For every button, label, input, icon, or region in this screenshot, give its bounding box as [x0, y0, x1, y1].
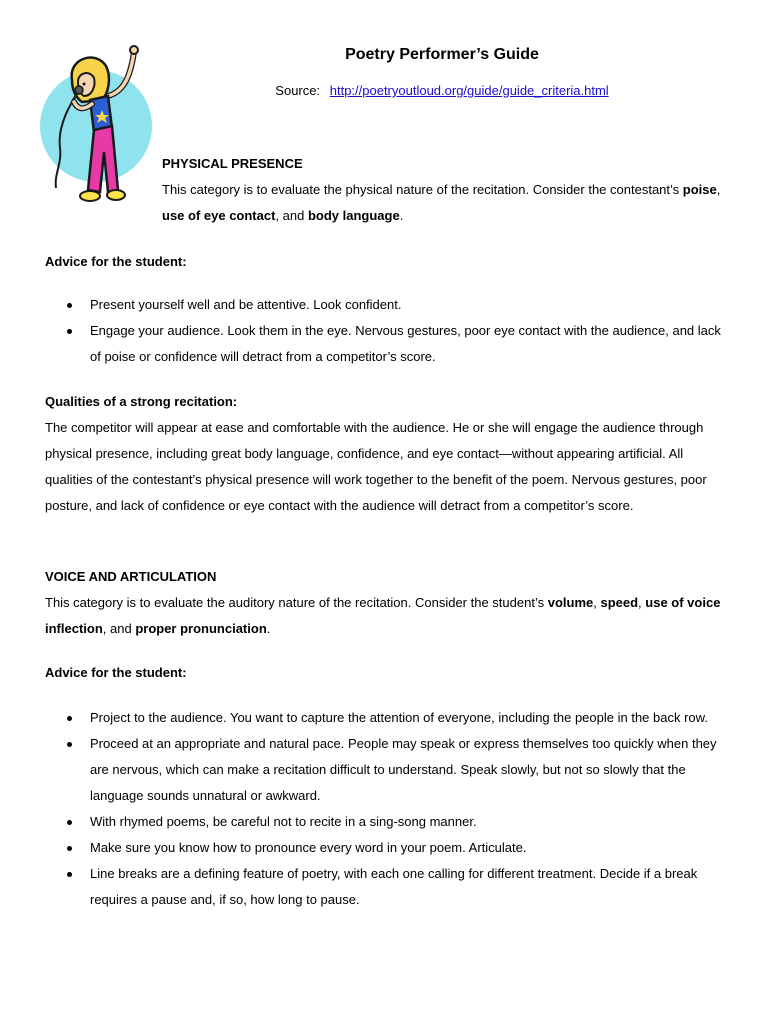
voice-articulation-heading: VOICE AND ARTICULATION: [45, 569, 217, 584]
text-run: This category is to evaluate the auditory nature of the recitation. Consider the student’s: [45, 595, 548, 610]
emphasis-term: body language: [307, 208, 400, 223]
physical-advice-list-wrap: [45, 292, 725, 370]
text-run: .: [266, 621, 271, 636]
voice-advice-list: [45, 705, 725, 913]
advice-list-item: Line breaks are a defining feature of poetry, with each one calling for different treatment. Decide if a break requires a pause and, if so, how long to pause.: [45, 861, 725, 913]
source-line: [0, 83, 768, 98]
physical-presence-heading: PHYSICAL PRESENCE: [162, 156, 303, 171]
advice-list-item: With rhymed poems, be careful not to recite in a sing-song manner.: [45, 809, 725, 835]
voice-advice-heading: Advice for the student:: [45, 665, 187, 680]
voice-articulation-intro: [45, 590, 725, 642]
text-run: , and: [275, 208, 308, 223]
performer-with-microphone-icon: [38, 40, 156, 212]
advice-list-item: Proceed at an appropriate and natural pace. People may speak or express themselves too quickly when they are nervous, which can make a recitation difficult to understand. Speak slowly, but not so slowly that the language sounds unnatural or awkward.: [45, 731, 725, 809]
advice-list-item: Project to the audience. You want to capture the attention of everyone, including the people in the back row.: [45, 705, 725, 731]
advice-list-item: Make sure you know how to pronounce every word in your poem. Articulate.: [45, 835, 725, 861]
physical-presence-intro: [162, 177, 728, 229]
qualities-paragraph: The competitor will appear at ease and comfortable with the audience. He or she will engage the audience through physical presence, including great body language, confidence, and eye contact—without appearing artificial. All qualities of the contestant’s physical presence will work together to the benefit of the poem. Nervous gestures, poor posture, and lack of confidence or eye contact with the audience will detract from a competitor’s score.: [45, 420, 707, 513]
physical-advice-heading: Advice for the student:: [45, 254, 187, 269]
source-link[interactable]: http://poetryoutloud.org/guide/guide_criteria.html: [329, 83, 609, 98]
text-run: ,: [716, 182, 721, 197]
text-run: ,: [638, 595, 646, 610]
advice-list-item: Engage your audience. Look them in the eye. Nervous gestures, poor eye contact with the audience, and lack of poise or confidence will detract from a competitor’s score.: [45, 318, 725, 370]
emphasis-term: volume: [547, 595, 594, 610]
qualities-heading: Qualities of a strong recitation:: [45, 394, 238, 409]
emphasis-term: poise: [682, 182, 717, 197]
text-run: ,: [593, 595, 601, 610]
physical-advice-list: [45, 292, 725, 370]
advice-list-item: Present yourself well and be attentive. Look confident.: [45, 292, 725, 318]
text-run: , and: [102, 621, 136, 636]
page-title: Poetry Performer’s Guide: [345, 46, 539, 63]
emphasis-term: use of eye contact: [162, 208, 276, 223]
text-run: This category is to evaluate the physical nature of the recitation. Consider the contestant’s: [162, 182, 683, 197]
text-run: .: [399, 208, 404, 223]
voice-advice-list-wrap: [45, 705, 725, 913]
emphasis-term: speed: [600, 595, 639, 610]
emphasis-term: use of voice inflection: [45, 595, 721, 636]
emphasis-term: proper pronunciation: [135, 621, 267, 636]
source-label: Source:: [275, 83, 321, 98]
